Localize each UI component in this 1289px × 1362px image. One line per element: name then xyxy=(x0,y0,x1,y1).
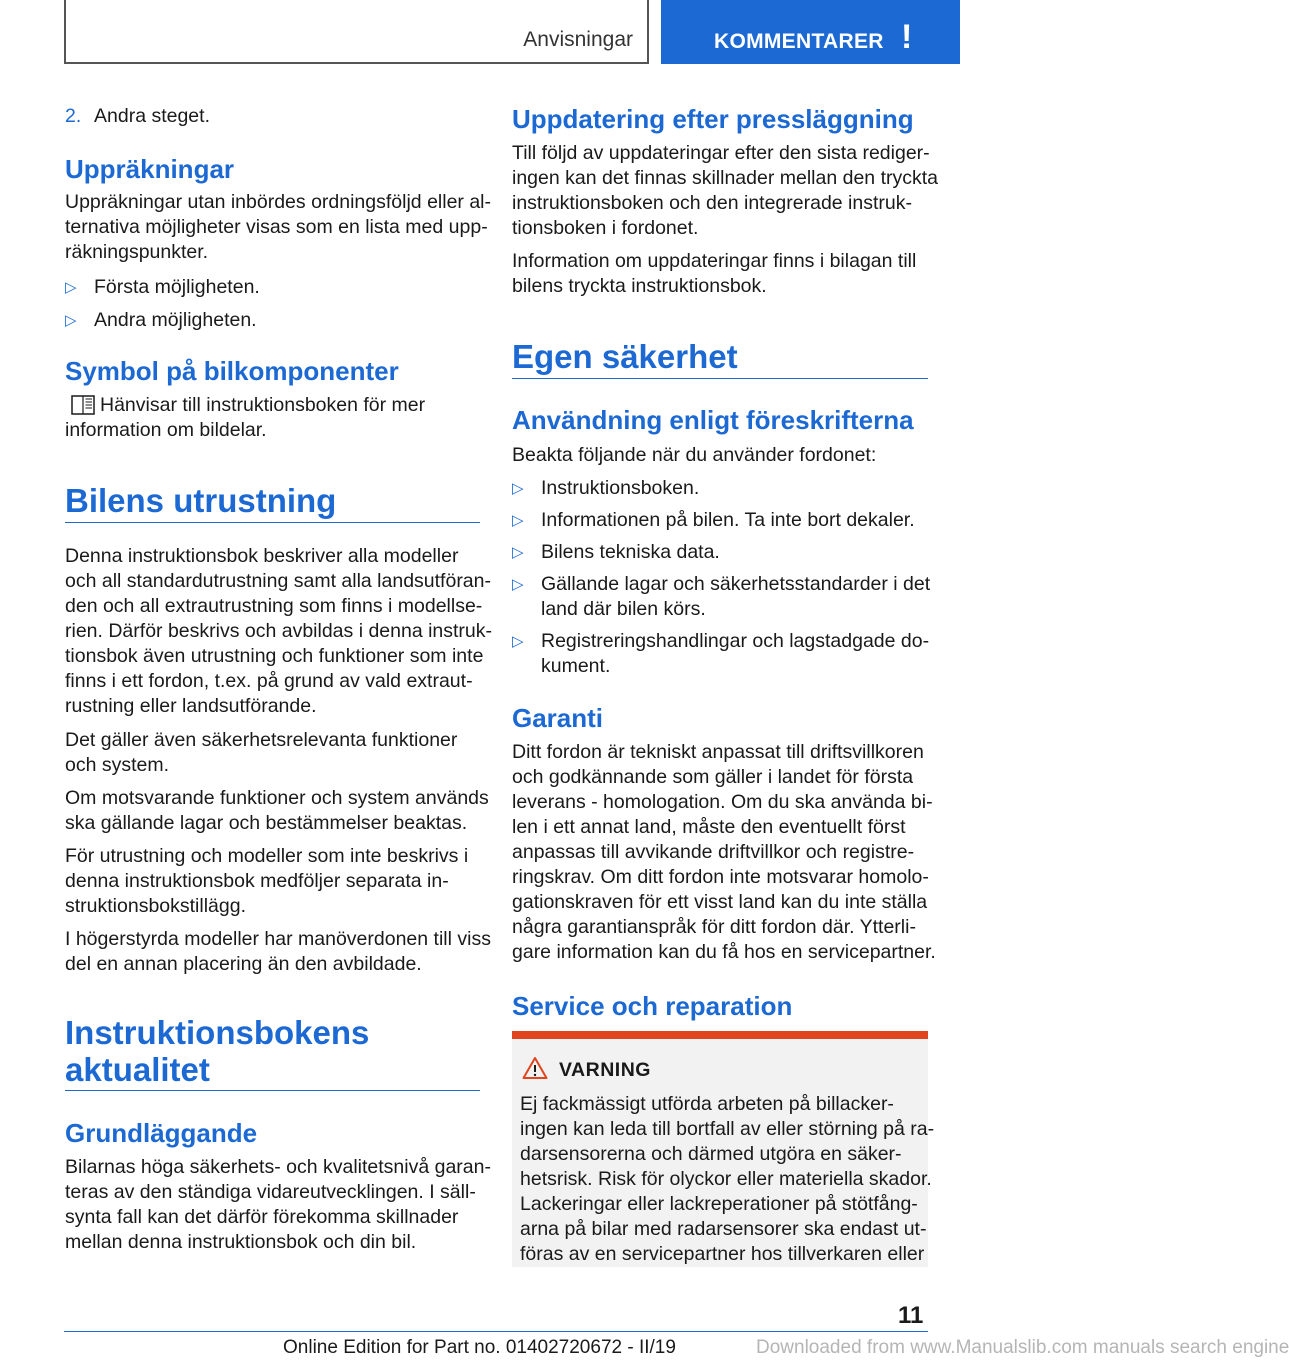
triangle-bullet-icon: ▷ xyxy=(65,279,77,296)
warning-triangle-icon xyxy=(522,1056,548,1080)
heading-rule xyxy=(512,378,928,379)
heading-garanti: Garanti xyxy=(512,703,604,733)
section-label: Anvisningar xyxy=(523,28,633,51)
paragraph-line: Om motsvarande funktioner och system används xyxy=(65,787,489,809)
paragraph-line: Bilarnas höga säkerhets- och kvalitetsnivå garan- xyxy=(65,1156,491,1178)
heading-uppdatering: Uppdatering efter pressläggning xyxy=(512,104,914,134)
page-number: 11 xyxy=(898,1302,924,1329)
footer-rule xyxy=(64,1331,928,1332)
paragraph-line: Det gäller även säkerhetsrelevanta funktioner xyxy=(65,729,458,751)
paragraph-line: tionsbok även utrustning och funktioner som inte xyxy=(65,645,484,667)
list-item-text: Bilens tekniska data. xyxy=(541,541,720,563)
paragraph-line: För utrustning och modeller som inte beskrivs i xyxy=(65,845,469,867)
paragraph-line: gationskraven för ett visst land kan du inte ställa xyxy=(512,891,928,913)
heading-instruktionsbokens: Instruktionsbokens xyxy=(65,1014,370,1051)
paragraph-line: len i ett annat land, måste den eventuellt först xyxy=(512,816,906,838)
triangle-bullet-icon: ▷ xyxy=(512,633,524,650)
paragraph-line: och godkännande som gäller i landet för första xyxy=(512,766,914,788)
list-item-text: Gällande lagar och säkerhetsstandarder i det xyxy=(541,573,931,595)
paragraph-line: mellan denna instruktionsbok och din bil. xyxy=(65,1231,417,1253)
paragraph-line: ternativa möjligheter visas som en lista med upp- xyxy=(65,216,488,238)
kommentarer-tab[interactable] xyxy=(661,0,960,64)
paragraph-line: Ditt fordon är tekniskt anpassat till driftsvillkoren xyxy=(512,741,924,763)
paragraph-line: gare information kan du få hos en servicepartner. xyxy=(512,941,936,963)
paragraph-line: finns i ett fordon, t.ex. på grund av vald extraut- xyxy=(65,670,473,692)
kommentarer-tab-label: KOMMENTARER xyxy=(714,30,884,53)
paragraph-line: räkningspunkter. xyxy=(65,241,209,263)
list-item-text: Andra möjligheten. xyxy=(94,309,257,331)
paragraph-line: ska gällande lagar och bestämmelser beaktas. xyxy=(65,812,468,834)
paragraph-line: denna instruktionsbok medföljer separata in- xyxy=(65,870,449,892)
paragraph-line: leverans - homologation. Om du ska använda bi- xyxy=(512,791,933,813)
heading-anvandning: Användning enligt föreskrifterna xyxy=(512,405,914,435)
page-header xyxy=(0,0,960,66)
step-text: Andra steget. xyxy=(94,105,210,127)
paragraph-line: och system. xyxy=(65,754,170,776)
step-number: 2. xyxy=(65,105,82,127)
paragraph-line: hetsrisk. Risk för olyckor eller materiella skador. xyxy=(520,1168,932,1190)
paragraph-line: instruktionsboken och den integrerade instruk- xyxy=(512,192,912,214)
paragraph-line: tionsboken i fordonet. xyxy=(512,217,699,239)
heading-rule xyxy=(65,1090,480,1091)
book-icon xyxy=(71,394,95,416)
paragraph-line: några garantianspråk för ditt fordon där. Ytterli- xyxy=(512,916,916,938)
paragraph-line: I högerstyrda modeller har manöverdonen till viss xyxy=(65,928,491,950)
heading-grundlaggande: Grundläggande xyxy=(65,1118,258,1148)
paragraph-line: rustning eller landsutförande. xyxy=(65,695,317,717)
list-item-text: Instruktionsboken. xyxy=(541,477,700,499)
paragraph-line: Ej fackmässigt utförda arbeten på billacker- xyxy=(520,1093,894,1115)
paragraph-line: arna på bilar med radarsensorer ska endast ut- xyxy=(520,1218,927,1240)
paragraph-line: Till följd av uppdateringar efter den sista rediger- xyxy=(512,142,930,164)
section-header-box xyxy=(64,0,649,64)
paragraph-line: Beakta följande när du använder fordonet: xyxy=(512,444,877,466)
list-item-text: kument. xyxy=(541,655,611,677)
paragraph-line: Hänvisar till instruktionsboken för mer xyxy=(100,394,426,416)
heading-symbol: Symbol på bilkomponenter xyxy=(65,356,399,386)
heading-rule xyxy=(65,522,480,523)
triangle-bullet-icon: ▷ xyxy=(512,544,524,561)
paragraph-line: Information om uppdateringar finns i bilagan till xyxy=(512,250,917,272)
list-item-text: Första möjligheten. xyxy=(94,276,260,298)
paragraph-line: teras av den ständiga vidareutvecklingen. I säll- xyxy=(65,1181,476,1203)
heading-egen-sakerhet: Egen säkerhet xyxy=(512,338,738,375)
exclamation-icon: ! xyxy=(901,18,913,56)
list-item-text: Informationen på bilen. Ta inte bort dekaler. xyxy=(541,509,915,531)
paragraph-line: Lackeringar eller lackreperationer på stötfång- xyxy=(520,1193,918,1215)
paragraph-line: bilens tryckta instruktionsbok. xyxy=(512,275,767,297)
paragraph-line: del en annan placering än den avbildade. xyxy=(65,953,422,975)
paragraph-line: synta fall kan det därför förekomma skillnader xyxy=(65,1206,459,1228)
heading-upprakningar: Uppräkningar xyxy=(65,154,235,184)
paragraph-line: anpassas till avvikande driftvillkor och registre- xyxy=(512,841,915,863)
warning-box xyxy=(512,1039,935,1267)
paragraph-line: information om bildelar. xyxy=(65,419,267,441)
paragraph-line: Uppräkningar utan inbördes ordningsföljd eller al- xyxy=(65,191,492,213)
paragraph-line: den och all extrautrustning som finns i modellse- xyxy=(65,595,483,617)
triangle-bullet-icon: ▷ xyxy=(512,576,524,593)
site-link[interactable]: Downloaded from www.Manualslib.com manuals search engine xyxy=(756,1337,1289,1358)
triangle-bullet-icon: ▷ xyxy=(512,480,524,497)
triangle-bullet-icon: ▷ xyxy=(65,312,77,329)
heading-bilens-utrustning: Bilens utrustning xyxy=(65,482,337,519)
list-item-text: land där bilen körs. xyxy=(541,598,706,620)
paragraph-line: föras av en servicepartner hos tillverkaren eller xyxy=(520,1243,925,1265)
heading-aktualitet: aktualitet xyxy=(65,1051,210,1088)
edition-text: Online Edition for Part no. 01402720672 - II/19 xyxy=(283,1337,676,1358)
paragraph-line: ringskrav. Om ditt fordon inte motsvarar homolo- xyxy=(512,866,929,888)
warning-title: VARNING xyxy=(559,1059,651,1081)
triangle-bullet-icon: ▷ xyxy=(512,512,524,529)
heading-service: Service och reparation xyxy=(512,991,793,1021)
paragraph-line: rien. Därför beskrivs och avbildas i denna instruk- xyxy=(65,620,493,642)
paragraph-line: Denna instruktionsbok beskriver alla modeller xyxy=(65,545,459,567)
paragraph-line: darsensorerna och därmed utgöra en säker- xyxy=(520,1143,902,1165)
list-item-text: Registreringshandlingar och lagstadgade do- xyxy=(541,630,930,652)
paragraph-line: och all standardutrustning samt alla landsutföran- xyxy=(65,570,491,592)
paragraph-line: struktionsbokstillägg. xyxy=(65,895,247,917)
warning-bar xyxy=(512,1031,928,1039)
paragraph-line: ingen kan leda till bortfall av eller störning på ra- xyxy=(520,1118,935,1140)
paragraph-line: ingen kan det finnas skillnader mellan den tryckta xyxy=(512,167,938,189)
